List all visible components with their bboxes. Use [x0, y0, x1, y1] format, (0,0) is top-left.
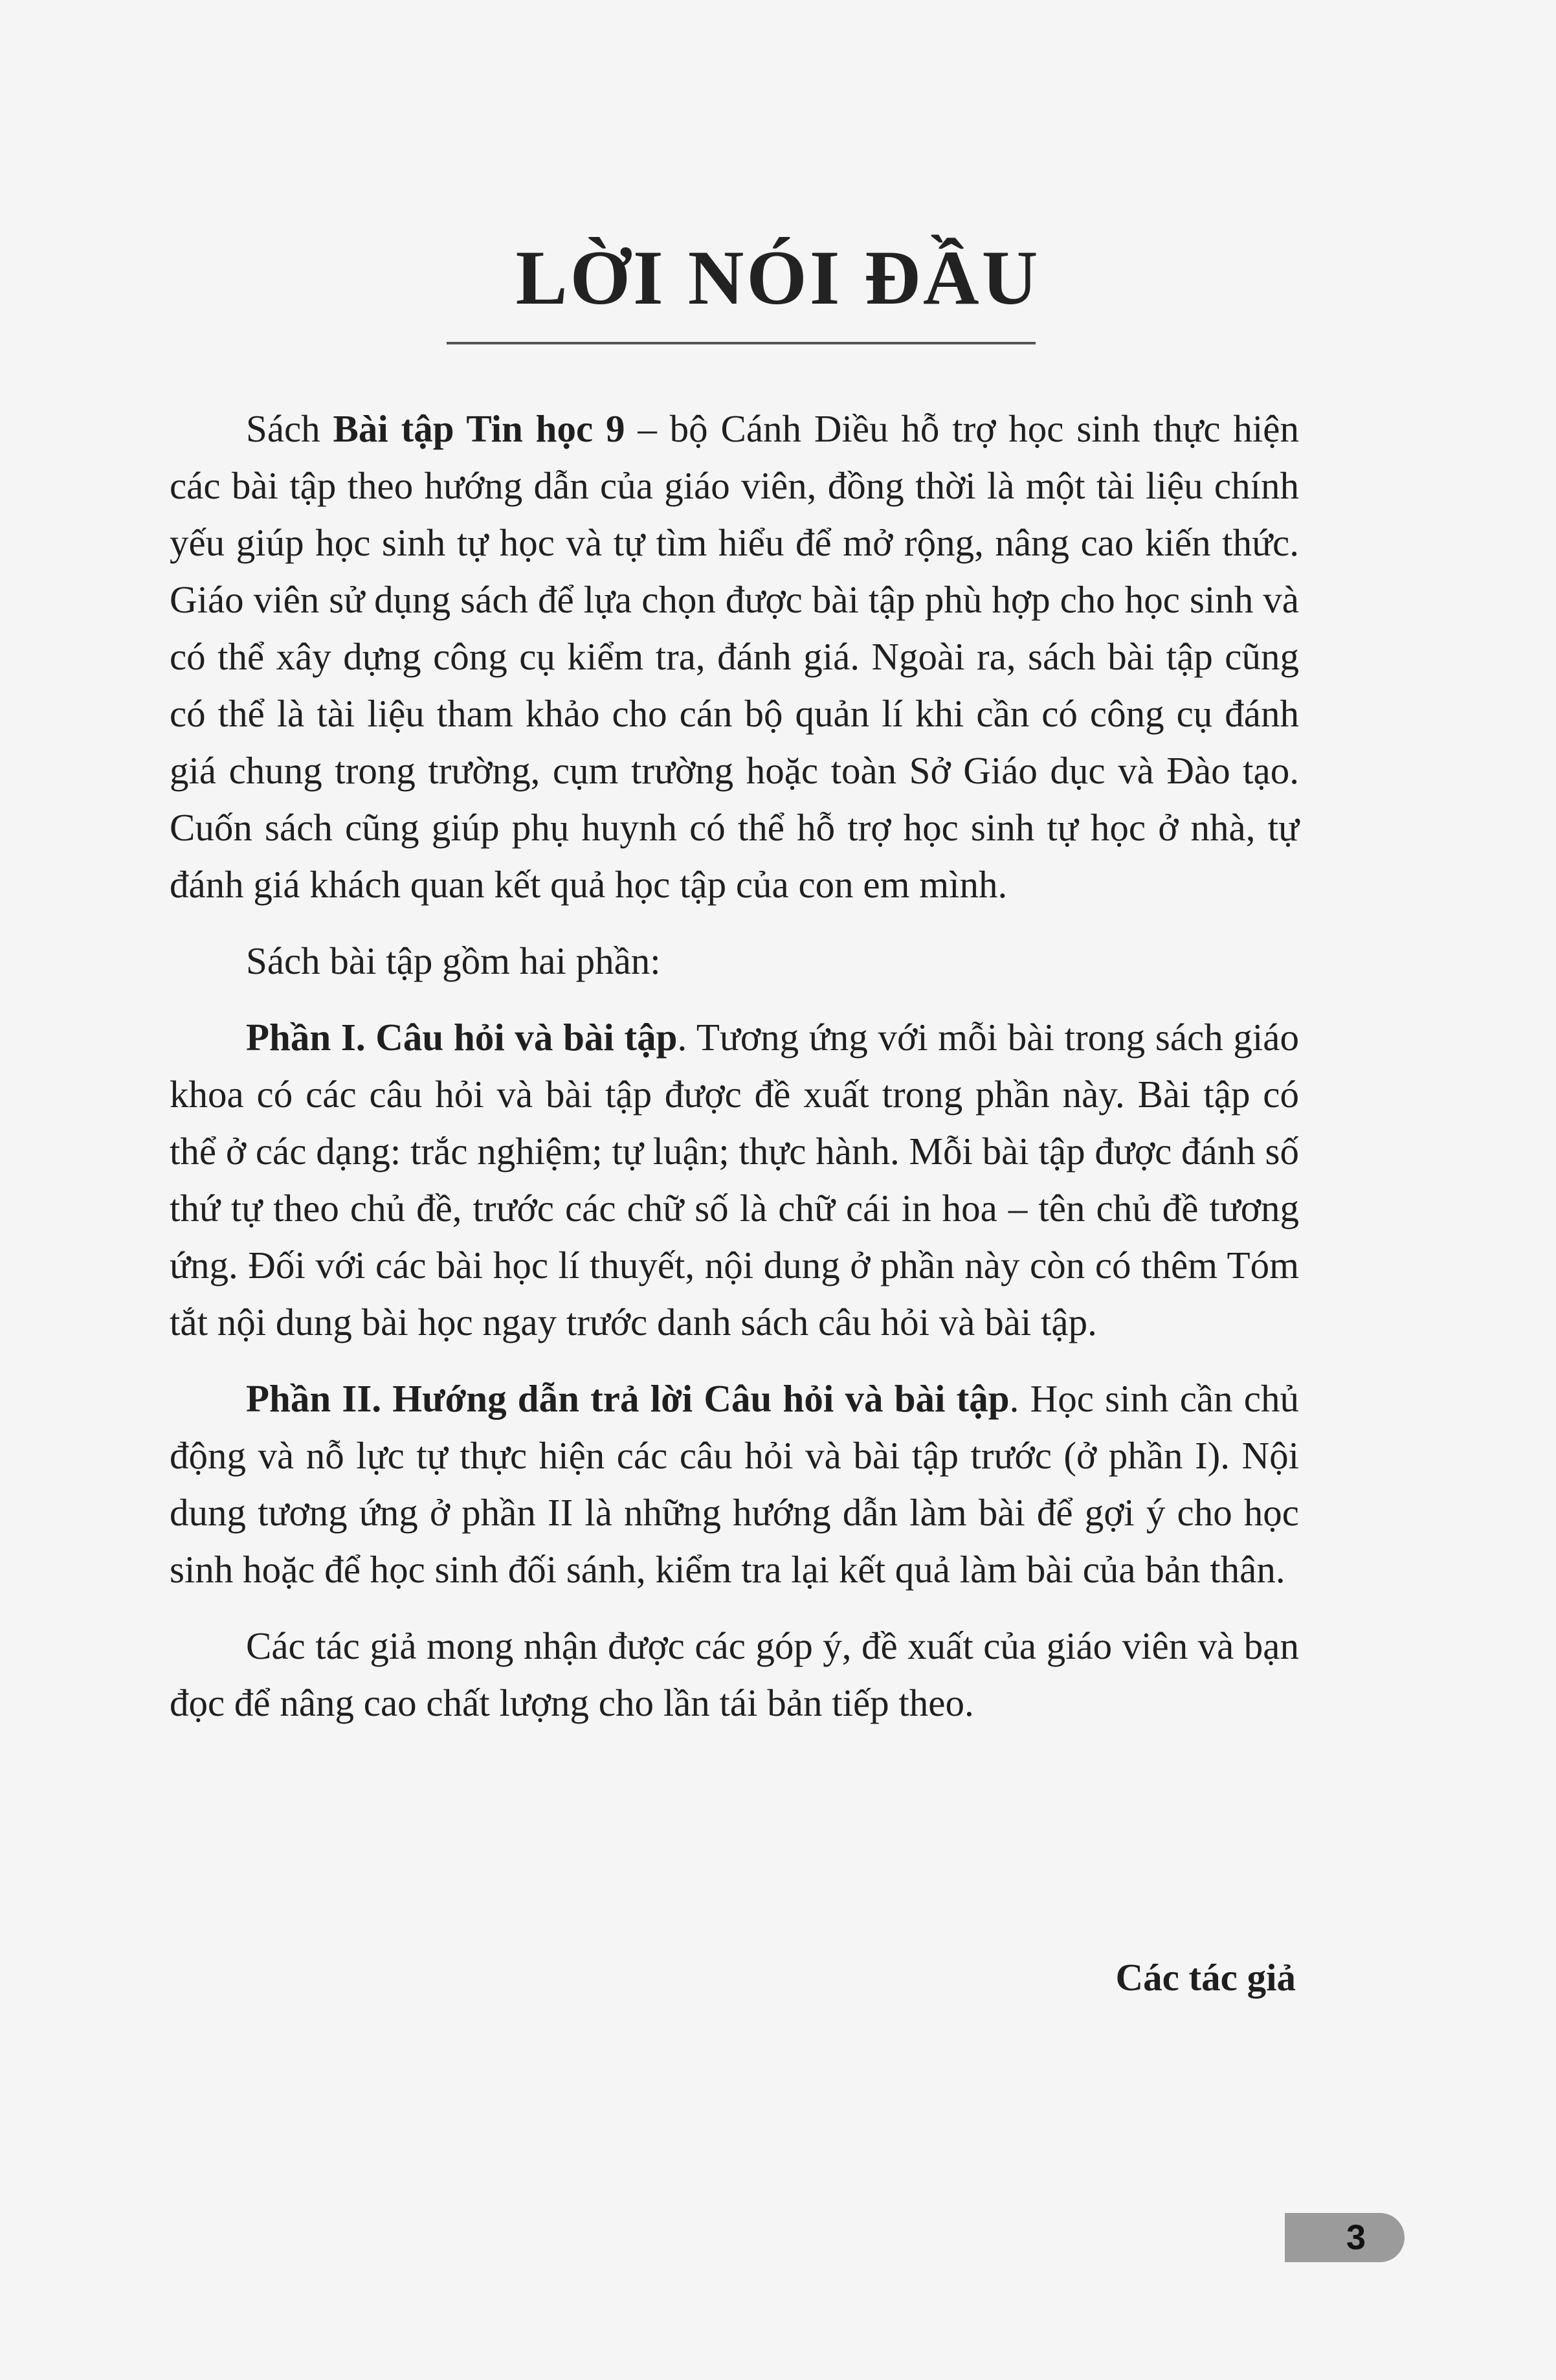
part-one-heading: Phần I. Câu hỏi và bài tập: [246, 1016, 678, 1059]
page-title: LỜI NÓI ĐẦU: [515, 234, 1041, 320]
paragraph-structure: Sách bài tập gồm hai phần:: [246, 939, 661, 982]
paragraph-part-two: [170, 1370, 1299, 1598]
page-number-tab: [1285, 2213, 1405, 2262]
paragraph-part-one: [170, 1009, 1299, 1351]
title-underline: [447, 342, 1036, 344]
part-one-text: . Tương ứng với mỗi bài trong sách giáo khoa có các câu hỏi và bài tập được đề xuất trong phần này. Bài tập có thể ở các dạng: trắc nghiệm; tự luận; thực hành. Mỗi bài tập được đánh số thứ tự theo chủ đề, trước các chữ số là chữ cái in hoa – tên chủ đề tương ứng. Đối với các bài học lí thuyết, nội dung ở phần này còn có thêm Tóm tắt nội dung bài học ngay trước danh sách câu hỏi và bài tập.: [170, 1016, 1299, 1343]
page-number: 3: [1346, 2218, 1366, 2257]
preface-body: [170, 400, 1299, 1751]
intro-lead: Sách: [246, 407, 333, 450]
paragraph-closing: Các tác giả mong nhận được các góp ý, đề xuất của giáo viên và bạn đọc để nâng cao chất lượng cho lần tái bản tiếp theo.: [170, 1624, 1299, 1724]
part-two-text: . Học sinh cần chủ động và nỗ lực tự thực hiện các câu hỏi và bài tập trước (ở phần I). Nội dung tương ứng ở phần II là những hướng dẫn làm bài để gợi ý cho học sinh hoặc để học sinh đối sánh, kiểm tra lại kết quả làm bài của bản thân.: [170, 1377, 1299, 1591]
paragraph-intro: [170, 400, 1299, 913]
part-two-heading: Phần II. Hướng dẫn trả lời Câu hỏi và bài tập: [246, 1377, 1010, 1420]
intro-text: – bộ Cánh Diều hỗ trợ học sinh thực hiện các bài tập theo hướng dẫn của giáo viên, đồng thời là một tài liệu chính yếu giúp học sinh tự học và tự tìm hiểu để mở rộng, nâng cao kiến thức. Giáo viên sử dụng sách để lựa chọn được bài tập phù hợp cho học sinh và có thể xây dựng công cụ kiểm tra, đánh giá. Ngoài ra, sách bài tập cũng có thể là tài liệu tham khảo cho cán bộ quản lí khi cần có công cụ đánh giá chung trong trường, cụm trường hoặc toàn Sở Giáo dục và Đào tạo. Cuốn sách cũng giúp phụ huynh có thể hỗ trợ học sinh tự học ở nhà, tự đánh giá khách quan kết quả học tập của con em mình.: [170, 407, 1299, 906]
book-title: Bài tập Tin học 9: [333, 407, 625, 450]
signature: Các tác giả: [1115, 1956, 1296, 1999]
